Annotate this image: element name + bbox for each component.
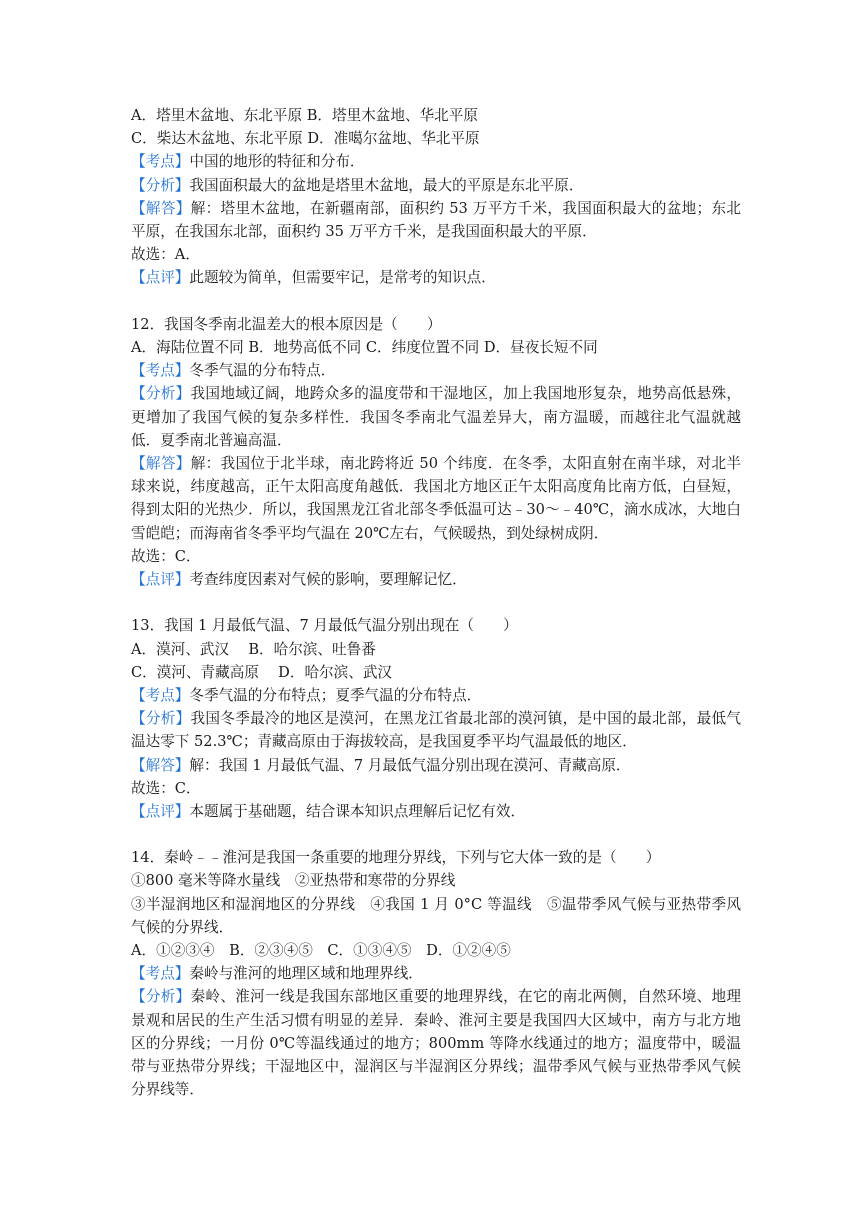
q11-dianping	[131, 266, 741, 289]
q12-options: A．海陆位置不同 B．地势高低不同 C．纬度位置不同 D．昼夜长短不同	[131, 338, 598, 356]
q11-kaodian	[131, 150, 741, 173]
q13-jieda-text: 解：我国 1 月最低气温、7 月最低气温分别出现在漠河、青藏高原．	[189, 756, 631, 774]
q13-answer: 故选：C．	[131, 779, 201, 797]
q11-options-line1: A．塔里木盆地、东北平原 B．塔里木盆地、华北平原	[131, 107, 478, 124]
q14-kaodian-text: 秦岭与淮河的地理区域和地理界线．	[189, 965, 423, 983]
q11-dianping-text: 此题较为简单，但需要牢记，是常考的知识点．	[189, 269, 496, 287]
jieda-label: 【解答】	[131, 454, 191, 472]
q14-fenxi-text: 秦岭、淮河一线是我国东部地区重要的地理界线，在它的南北两侧，自然环境、地理景观和居民的生产生活习惯有明显的差异．秦岭、淮河主要是我国四大区域中，南方与北方地区的分界线；一月份 0℃等温线通过的地方；800mm 等降水线通过的地方；温度带中，暖温带与亚热带分界线；干湿地区中，湿润区与半湿润区分界线；温带季风气候与亚热带季风气候分界线等．	[131, 988, 741, 1099]
q13-kaodian-text: 冬季气温的分布特点；夏季气温的分布特点．	[189, 686, 482, 704]
spacer	[131, 591, 741, 614]
q11-fenxi-text: 我国面积最大的盆地是塔里木盆地，最大的平原是东北平原．	[189, 176, 584, 194]
kaodian-label: 【考点】	[131, 362, 190, 380]
q14-items-para: ③半湿润地区和湿润地区的分界线 ④我国 1 月 0°C 等温线 ⑤温带季风气候与亚热带季风气候的分界线．	[131, 895, 741, 936]
q12-kaodian-text: 冬季气温的分布特点．	[189, 362, 336, 380]
q12-kaodian	[131, 359, 741, 382]
q13-dianping	[131, 800, 741, 823]
q13-options-line1: A．漠河、武汉 B．哈尔滨、吐鲁番	[131, 640, 376, 658]
q14-kaodian	[131, 962, 741, 985]
q13-fenxi	[131, 707, 741, 753]
q11-jieda	[131, 197, 741, 243]
q12-fenxi	[131, 382, 741, 452]
q12-fenxi-text: 我国地域辽阔，地跨众多的温度带和干湿地区，加上我国地形复杂，地势高低悬殊，更增加了我国气候的复杂多样性．我国冬季南北气温差异大，南方温暖，而越往北气温就越低．夏季南北普遍高温．	[131, 385, 741, 449]
fenxi-label: 【分析】	[131, 176, 190, 194]
jieda-label: 【解答】	[131, 756, 190, 774]
q11-jieda-text: 解：塔里木盆地，在新疆南部，面积约 53 万平方千米，我国面积最大的盆地；东北平原，在我国东北部，面积约 35 万平方千米，是我国面积最大的平原．	[131, 199, 741, 240]
q12-answer: 故选：C．	[131, 547, 201, 565]
q14-options: A．①②③④ B．②③④⑤ C．①③④⑤ D．①②④⑤	[131, 942, 511, 960]
fenxi-label: 【分析】	[131, 385, 191, 403]
kaodian-label: 【考点】	[131, 686, 190, 704]
q12-dianping	[131, 568, 741, 591]
q14-fenxi	[131, 985, 741, 1101]
kaodian-label: 【考点】	[131, 153, 190, 171]
dianping-label: 【点评】	[131, 570, 190, 588]
jieda-label: 【解答】	[131, 199, 191, 217]
q14-items-line1: ①800 毫米等降水量线 ②亚热带和寒带的分界线	[131, 872, 456, 890]
q14-stem: 14．秦岭﹣﹣淮河是我国一条重要的地理分界线，下列与它大体一致的是（ ）	[131, 849, 661, 867]
q11-fenxi	[131, 174, 741, 197]
q11-kaodian-text: 中国的地形的特征和分布．	[189, 153, 365, 171]
fenxi-label: 【分析】	[131, 710, 191, 728]
spacer	[131, 290, 741, 313]
dianping-label: 【点评】	[131, 269, 190, 287]
q12-jieda-text: 解：我国位于北半球，南北跨将近 50 个纬度．在冬季，太阳直射在南半球，对北半球来说，纬度越高，正午太阳高度角越低．我国北方地区正午太阳高度角比南方低，白昼短，得到太阳的光热少．所以，我国黑龙江省北部冬季低温可达﹣30～﹣40℃，滴水成冰，大地白雪皑皑；而海南省冬季平均气温在 20℃左右，气候暖热，到处绿树成阴．	[131, 454, 741, 542]
q13-jieda	[131, 754, 741, 777]
q13-fenxi-text: 我国冬季最冷的地区是漠河，在黑龙江省最北部的漠河镇，是中国的最北部，最低气温达零下 52.3℃；青藏高原由于海拔较高，是我国夏季平均气温最低的地区．	[131, 710, 741, 751]
q13-dianping-text: 本题属于基础题，结合课本知识点理解后记忆有效．	[189, 802, 526, 820]
document-content	[131, 104, 741, 1101]
kaodian-label: 【考点】	[131, 965, 190, 983]
q11-answer: 故选：A．	[131, 246, 200, 264]
dianping-label: 【点评】	[131, 802, 190, 820]
q13-stem: 13．我国 1 月最低气温、7 月最低气温分别出现在（ ）	[131, 617, 518, 635]
q13-options-line2: C．漠河、青藏高原 D．哈尔滨、武汉	[131, 663, 393, 681]
q12-jieda	[131, 452, 741, 545]
q11-options-line2: C．柴达木盆地、东北平原 D．准噶尔盆地、华北平原	[131, 130, 480, 148]
q13-kaodian	[131, 684, 741, 707]
q12-dianping-text: 考查纬度因素对气候的影响，要理解记忆．	[189, 570, 467, 588]
fenxi-label: 【分析】	[131, 988, 191, 1006]
spacer	[131, 823, 741, 846]
q12-stem: 12．我国冬季南北温差大的根本原因是（ ）	[131, 315, 442, 333]
